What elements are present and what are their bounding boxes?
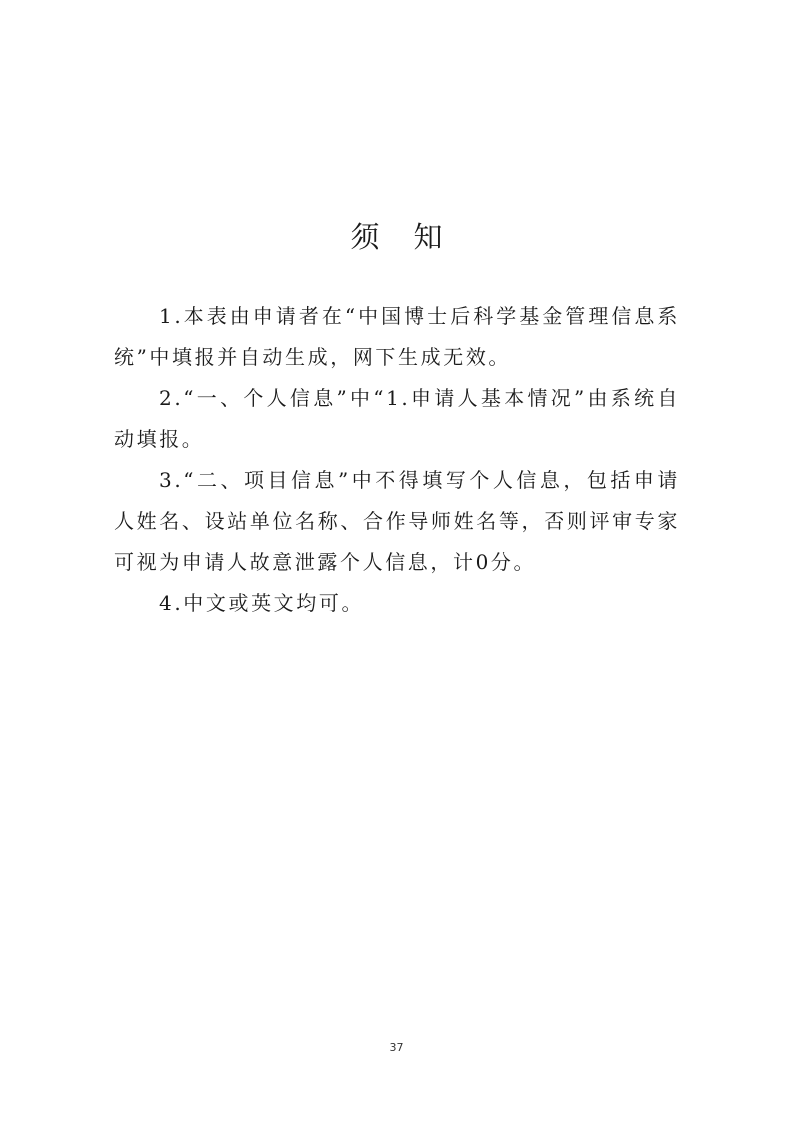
- page-number: 37: [389, 1041, 404, 1054]
- notice-item-3: 3.“二、项目信息”中不得填写个人信息，包括申请人姓名、设站单位名称、合作导师姓名等，否则评审专家可视为申请人故意泄露个人信息，计0分。: [114, 468, 680, 574]
- page-title: 须知: [350, 220, 477, 255]
- notice-item-2: 2.“一、个人信息”中“1.申请人基本情况”由系统自动填报。: [114, 386, 680, 451]
- notice-item-1: 1.本表由申请者在“中国博士后科学基金管理信息系统”中填报并自动生成，网下生成无效。: [114, 304, 680, 369]
- notice-list: [114, 296, 680, 624]
- notice-item-4: 4.中文或英文均可。: [159, 591, 365, 615]
